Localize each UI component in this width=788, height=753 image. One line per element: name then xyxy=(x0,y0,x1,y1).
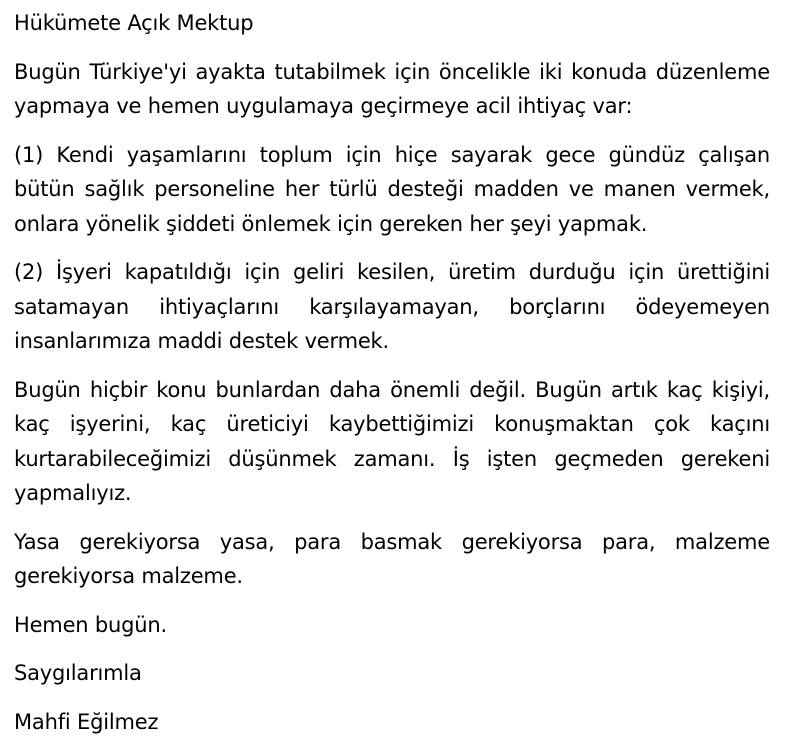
letter-document xyxy=(14,6,770,753)
paragraph-urgency: Hemen bugün. xyxy=(14,612,167,637)
closing-salutation: Saygılarımla xyxy=(14,661,142,685)
paragraph-intro: Bugün Türkiye'yi ayakta tutabilmek için öncelikle iki konuda düzenleme yapmaya ve hemen uygulamaya geçirmeye acil ihtiyaç var: xyxy=(14,59,770,118)
paragraph-item-1: (1) Kendi yaşamlarını toplum için hiçe sayarak gece gündüz çalışan bütün sağlık personeline her türlü desteği madden ve manen vermek, onlara yönelik şiddeti önlemek için gereken her şeyi yapmak. xyxy=(14,142,770,236)
paragraph-requirements: Yasa gerekiyorsa yasa, para basmak gerekiyorsa para, malzeme gerekiyorsa malzeme. xyxy=(14,529,770,588)
signature-name: Mahfi Eğilmez xyxy=(14,709,159,734)
paragraph-priority: Bugün hiçbir konu bunlardan daha önemli değil. Bugün artık kaç kişiyi, kaç işyerini, kaç üreticiyi kaybettiğimizi konuşmaktan çok kaçını kurtarabileceğimizi düşünmek zamanı. İş işten geçmeden gerekeni yapmalıyız. xyxy=(14,377,770,505)
letter-title: Hükümete Açık Mektup xyxy=(14,11,254,35)
paragraph-item-2: (2) İşyeri kapatıldığı için geliri kesilen, üretim durduğu için ürettiğini satamayan ihtiyaçlarını karşılayamayan, borçlarını ödeyemeyen insanlarımıza maddi destek vermek. xyxy=(14,260,770,353)
